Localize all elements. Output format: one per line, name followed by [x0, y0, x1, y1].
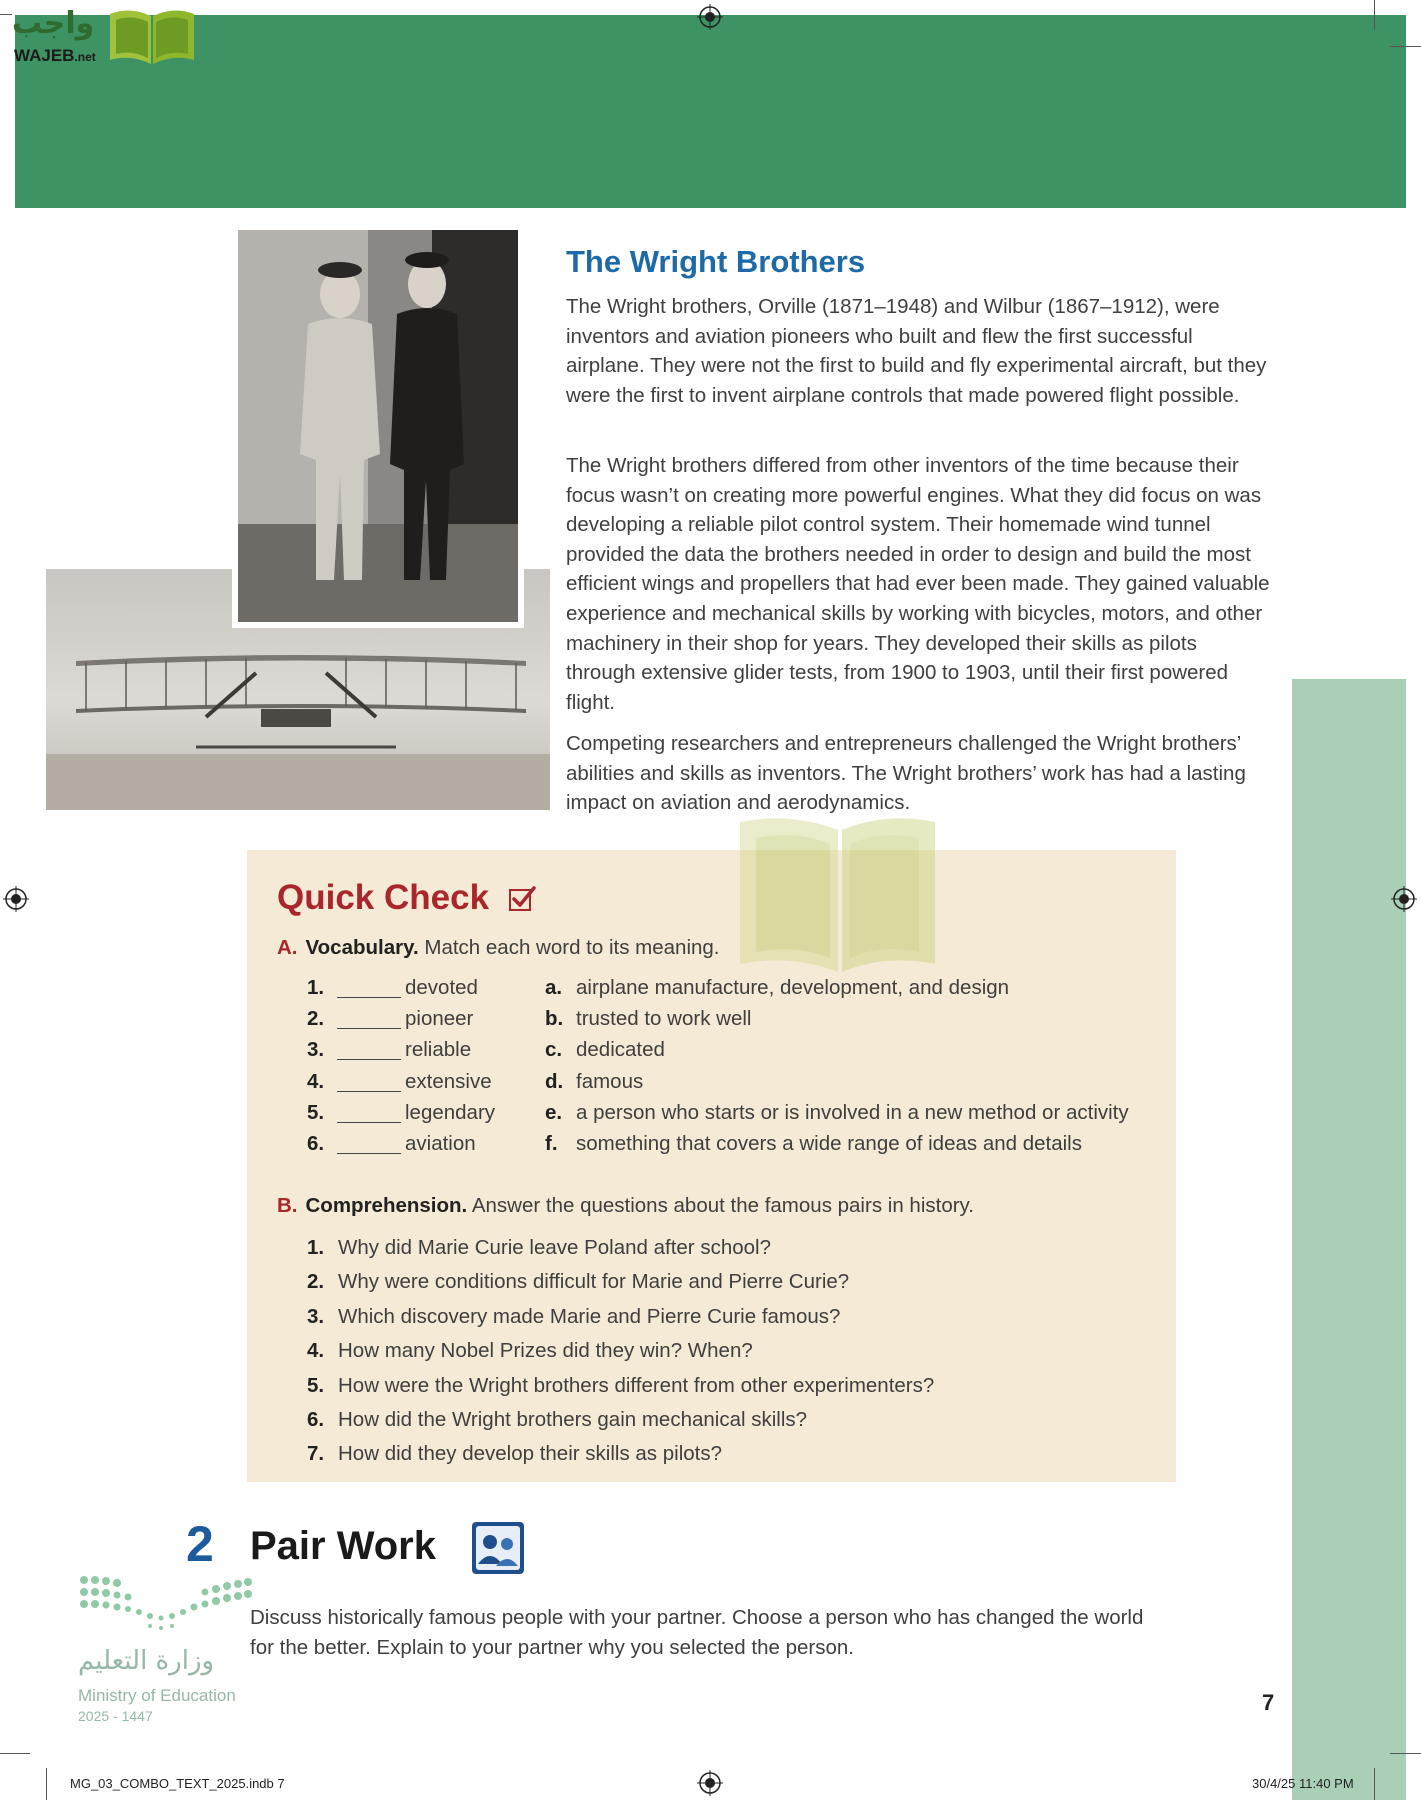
crop-mark	[46, 1768, 47, 1800]
vocab-definition: dedicated	[576, 1038, 665, 1061]
article-paragraph: The Wright brothers differed from other inventors of the time because their focus wasn’t on creating more powerful engines. What they did focus on was developing a reliable pilot control system. Their homemade wind tunnel provided the data the brothers needed in order to design and build the most efficient wings and propellers that had ever been made. They gained valuable experience and mechanical skills by working with bicycles, motors, and other machinery in their shop for years. They developed their skills as pilots through extensive glider tests, from 1900 to 1903, until their first powered flight.	[566, 454, 1270, 714]
article-title: The Wright Brothers	[566, 244, 866, 279]
vocab-definition: airplane manufacture, development, and design	[576, 976, 1010, 999]
crop-mark	[0, 1753, 30, 1754]
vocab-word: reliable	[405, 1038, 472, 1061]
answer-blank[interactable]	[337, 1059, 401, 1060]
open-book-icon	[106, 6, 198, 66]
question-item	[307, 1408, 807, 1432]
question-text: How did they develop their skills as pilots?	[338, 1442, 722, 1465]
logo-english-text: WAJEB	[14, 46, 75, 65]
wright-brothers-portrait	[232, 224, 524, 628]
vocab-number: 4.	[307, 1070, 325, 1093]
question-number: 3.	[307, 1305, 325, 1328]
answer-blank[interactable]	[337, 1122, 401, 1123]
question-item	[307, 1374, 934, 1398]
wright-brothers-photo	[232, 224, 524, 628]
question-item	[307, 1442, 722, 1466]
ministry-arabic: وزارة التعليم	[78, 1646, 215, 1676]
question-text: Which discovery made Marie and Pierre Curie famous?	[338, 1305, 841, 1328]
vocab-word: pioneer	[405, 1007, 474, 1030]
question-item	[307, 1270, 849, 1294]
definition-letter: b.	[545, 1007, 564, 1030]
vocab-number: 1.	[307, 976, 325, 999]
question-item	[307, 1236, 771, 1260]
definition-letter: d.	[545, 1070, 564, 1093]
vocab-number: 6.	[307, 1132, 325, 1155]
logo-arabic: واجب	[12, 6, 95, 41]
question-text: Why were conditions difficult for Marie and Pierre Curie?	[338, 1270, 850, 1293]
vocab-definition: something that covers a wide range of ideas and details	[576, 1132, 1082, 1155]
pair-work-title: Pair Work	[250, 1524, 436, 1568]
logo-english	[14, 46, 96, 66]
answer-blank[interactable]	[337, 997, 401, 998]
wajeb-logo	[10, 4, 190, 68]
registration-mark-icon	[697, 1770, 723, 1796]
section-a-instruction: Match each word to its meaning.	[424, 936, 720, 959]
quick-check-title: Quick Check	[277, 878, 490, 917]
answer-blank[interactable]	[337, 1091, 401, 1092]
question-number: 1.	[307, 1236, 325, 1259]
vocab-definition: trusted to work well	[576, 1007, 752, 1030]
footer-datetime: 30/4/25 11:40 PM	[1252, 1776, 1354, 1791]
definition-letter: a.	[545, 976, 563, 999]
ministry-english: Ministry of Education	[78, 1686, 236, 1705]
vocab-definition: famous	[576, 1070, 644, 1093]
header-band	[15, 15, 1406, 208]
crop-mark	[1374, 1768, 1375, 1800]
section-b-label: Comprehension.	[305, 1194, 468, 1217]
section-number: 2	[186, 1516, 214, 1572]
pair-work-instructions: Discuss historically famous people with your partner. Choose a person who has changed the world for the better. Explain to your partner why you selected the person.	[250, 1606, 1144, 1659]
section-b-instruction: Answer the questions about the famous pairs in history.	[471, 1194, 974, 1217]
definition-letter: e.	[545, 1101, 563, 1124]
section-a-header	[277, 936, 720, 960]
crop-mark	[1390, 46, 1421, 47]
question-text: How did the Wright brothers gain mechanical skills?	[338, 1408, 808, 1431]
vocab-definition: a person who starts or is involved in a new method or activity	[576, 1101, 1129, 1124]
pair-work-icon	[470, 1520, 526, 1576]
definition-letter: c.	[545, 1038, 563, 1061]
question-text: How were the Wright brothers different from other experimenters?	[338, 1374, 935, 1397]
question-item	[307, 1339, 753, 1363]
question-text: Why did Marie Curie leave Poland after school?	[338, 1236, 771, 1259]
question-number: 5.	[307, 1374, 325, 1397]
section-b-header	[277, 1194, 974, 1218]
vocab-number: 3.	[307, 1038, 325, 1061]
crop-mark	[1390, 1753, 1421, 1754]
question-number: 7.	[307, 1442, 325, 1465]
question-item	[307, 1305, 840, 1329]
question-number: 2.	[307, 1270, 325, 1293]
crop-mark	[1374, 0, 1375, 30]
vocab-word: aviation	[405, 1132, 476, 1155]
question-number: 6.	[307, 1408, 325, 1431]
vocab-word: devoted	[405, 976, 478, 999]
question-number: 4.	[307, 1339, 325, 1362]
registration-mark-icon	[697, 4, 723, 30]
section-a-label: Vocabulary.	[305, 936, 419, 959]
checkbox-check-icon	[507, 884, 537, 914]
side-strip	[1292, 679, 1406, 1800]
answer-blank[interactable]	[337, 1153, 401, 1154]
section-b-letter: B.	[277, 1194, 298, 1217]
question-text: How many Nobel Prizes did they win? When?	[338, 1339, 753, 1362]
section-a-letter: A.	[277, 936, 298, 959]
logo-suffix: .net	[74, 50, 96, 64]
page-number: 7	[1262, 1690, 1275, 1715]
footer-file-info: MG_03_COMBO_TEXT_2025.indb 7	[70, 1776, 285, 1791]
ministry-dots-icon	[78, 1574, 253, 1636]
ministry-year: 2025 - 1447	[78, 1708, 153, 1724]
vocab-word: extensive	[405, 1070, 492, 1093]
article-paragraph: Competing researchers and entrepreneurs challenged the Wright brothers’ abilities and skills as inventors. The Wright brothers’ work has had a lasting impact on aviation and aerodynamics.	[566, 732, 1246, 815]
answer-blank[interactable]	[337, 1028, 401, 1029]
vocab-word: legendary	[405, 1101, 496, 1124]
article-paragraph: The Wright brothers, Orville (1871–1948) and Wilbur (1867–1912), were inventors and aviation pioneers who built and flew the first successful airplane. They were not the first to build and fly experimental aircraft, but they were the first to invent airplane controls that made powered flight possible.	[566, 295, 1267, 407]
ministry-logo	[78, 1574, 258, 1729]
registration-mark-icon	[3, 886, 29, 912]
registration-mark-icon	[1391, 886, 1417, 912]
vocab-number: 2.	[307, 1007, 325, 1030]
vocab-number: 5.	[307, 1101, 325, 1124]
definition-letter: f.	[545, 1132, 558, 1155]
